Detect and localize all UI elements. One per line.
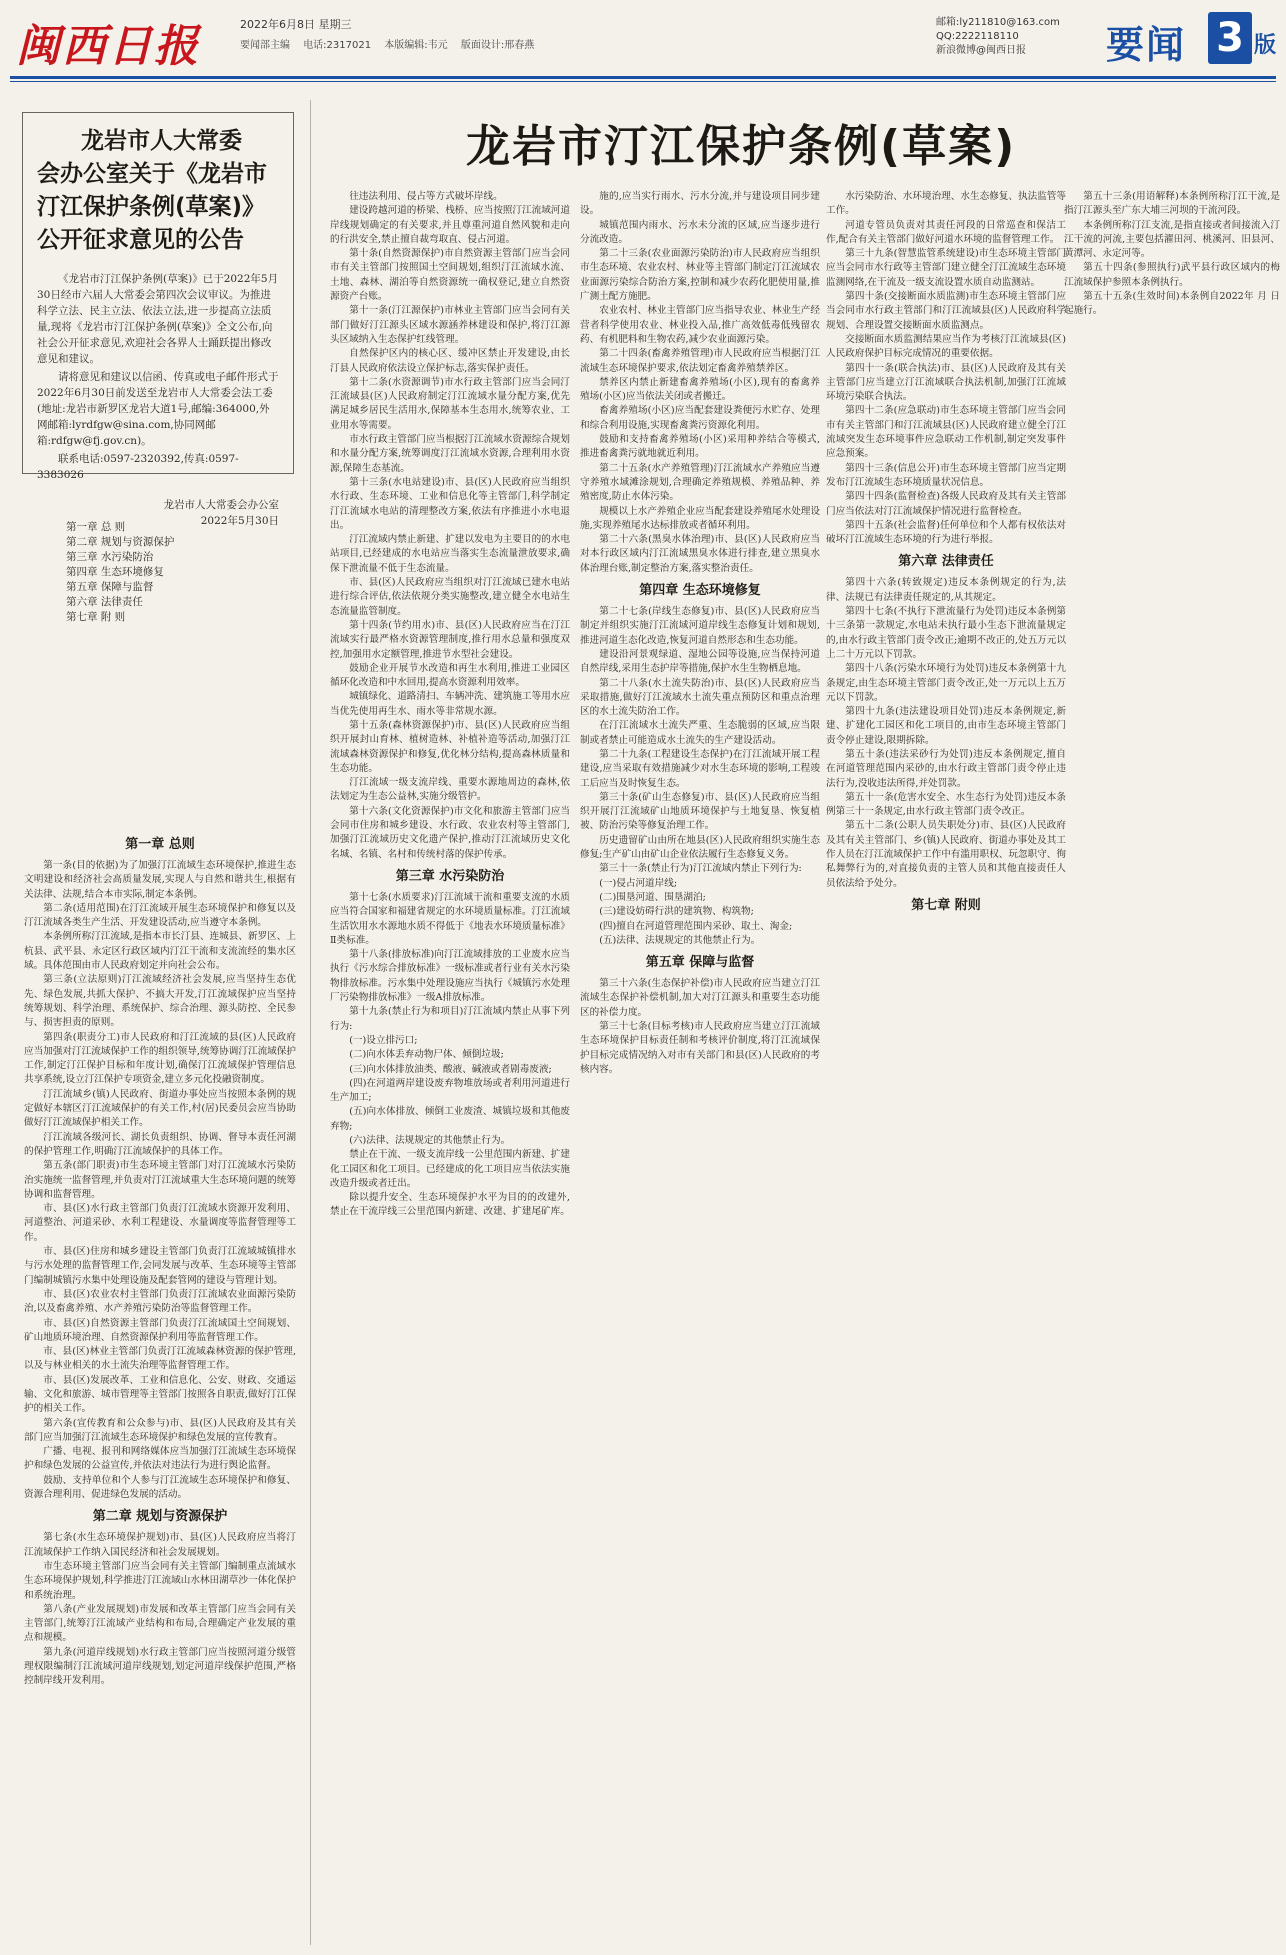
article-paragraph: 本条例所称汀江流域,是指本市长汀县、连城县、新罗区、上杭县、武平县、永定区行政区域内汀江干流和支流流经的集水区域。具体范围由市人民政府划定并向社会公布。 <box>24 931 296 972</box>
article-paragraph: 第二条(适用范围)在汀江流域开展生态环境保护和修复以及汀江流域各类生产生活、开发建设活动,应当遵守本条例。 <box>24 902 296 929</box>
chapter-heading: 第四章 生态环境修复 <box>639 583 761 599</box>
article-paragraph: 市生态环境主管部门应当会同有关主管部门编制重点流域水生态环境保护规划,科学推进汀江流域山水林田湖草沙一体化保护和系统治理。 <box>24 1560 296 1601</box>
page-unit: 版 <box>1254 33 1277 58</box>
article-paragraph: 汀江流域乡(镇)人民政府、街道办事处应当按照本条例的规定做好本辖区汀江流域保护的有关工作,村(居)民委员会应当协助做好汀江流域保护相关工作。 <box>24 1088 296 1129</box>
contact-weibo: 新浪微博@闽西日报 <box>936 45 1026 56</box>
chapter-heading: 第五章 保障与监督 <box>645 955 755 971</box>
article-paragraph: 第六条(宣传教育和公众参与)市、县(区)人民政府及其有关部门应当加强汀江流域生态环境保护和绿色发展的宣传教育。 <box>24 1417 296 1443</box>
article-paragraph: 交接断面水质监测结果应当作为考核汀江流域县(区)人民政府保护目标完成情况的重要依据。 <box>826 333 1066 360</box>
article-paragraph: 第四十八条(污染水环境行为处罚)违反本条例第十九条规定,由生态环境主管部门责令改正,处一万元以上五万元以下罚款。 <box>826 663 1066 703</box>
article-title: 龙岩市汀江保护条例(草案) <box>466 121 1017 172</box>
article-paragraph: 市、县(区)水行政主管部门负责汀江流域水资源开发利用、河道整治、河道采砂、水利工程建设、水量调度等监督管理等工作。 <box>24 1203 296 1243</box>
article-paragraph: 第十四条(节约用水)市、县(区)人民政府应当在汀江流域实行最严格水资源管理制度,推行用水总量和强度双控,加强用水定额管理,推进节水型社会建设。 <box>330 619 570 660</box>
article-paragraph: 本条例所称汀江支流,是指直接或者间接流入汀江干流的河流,主要包括濯田河、桃溪河、旧县河、黄潭河、永定河等。 <box>1064 219 1280 260</box>
article-paragraph: 第三十条(矿山生态修复)市、县(区)人民政府应当组织开展汀江流域矿山地质环境保护与土地复垦、恢复植被、防治污染等修复治理工作。 <box>580 791 820 832</box>
announcement-paragraph-2: 请将意见和建议以信函、传真或电子邮件形式于2022年6月30日前发送至龙岩市人大常委会法工委(地址:龙岩市新罗区龙岩大道1号,邮编:364000,外网邮箱:lyrdfgw@sina.com,协同网邮箱:rdfgw@fj.gov.cn)。 <box>37 371 279 447</box>
article-paragraph: 第三十九条(智慧监管系统建设)市生态环境主管部门应当会同市水行政等主管部门建立健全汀江流域生态环境监测网络,在干流及一级支流设置水质自动监测站。 <box>826 248 1066 288</box>
article-paragraph: 第十二条(水资源调节)市水行政主管部门应当会同汀江流域县(区)人民政府制定汀江流域水量分配方案,优先满足城乡居民生活用水,保障基本生态用水,统筹农业、工业用水等需要。 <box>330 376 570 431</box>
article-paragraph: 第五十一条(危害水安全、水生态行为处罚)违反本条例第三十一条规定,由水行政主管部门责令改正。 <box>826 791 1066 818</box>
article-paragraph: 汀江流域各级河长、湖长负责组织、协调、督导本责任河湖的保护管理工作,明确汀江流域保护的具体工作。 <box>24 1131 296 1157</box>
chapter-heading: 第七章 附则 <box>911 897 981 913</box>
article-paragraph: 第十七条(水质要求)汀江流域干流和重要支流的水质应当符合国家和福建省规定的水环境质量标准。汀江流域生活饮用水水源地水质不得低于《地表水环境质量标准》Ⅱ类标准。 <box>330 891 570 946</box>
article-paragraph: 除以提升安全、生态环境保护水平为目的的改建外,禁止在干流岸线三公里范围内新建、改建、扩建尾矿库。 <box>330 1192 570 1218</box>
article-paragraph: 第四十条(交接断面水质监测)市生态环境主管部门应当会同市水行政主管部门和汀江流域县(区)人民政府科学规划、合理设置交接断面水质监测点。 <box>826 291 1066 331</box>
article-paragraph: 第五条(部门职责)市生态环境主管部门对汀江流域水污染防治实施统一监督管理,并负责对汀江流域重大生态环境问题的统筹协调和监督管理。 <box>24 1160 296 1200</box>
announcement-title-line4: 公开征求意见的公告 <box>37 227 244 253</box>
text-column-3 <box>580 190 820 1945</box>
article-paragraph: 第二十八条(水土流失防治)市、县(区)人民政府应当采取措施,做好汀江流域水土流失重点预防区和重点治理区的水土流失防治工作。 <box>580 677 820 718</box>
announcement-title-line2: 会办公室关于《龙岩市 <box>37 161 267 187</box>
article-paragraph: 市水行政主管部门应当根据汀江流域水资源综合规划和水量分配方案,统筹调度汀江流域水资源,合理利用水资源,保障生态基流。 <box>330 434 570 474</box>
text-column-1 <box>24 830 296 1945</box>
article-paragraph: 第四十九条(违法建设项目处罚)违反本条例规定,新建、扩建化工园区和化工项目的,由市生态环境主管部门责令停止建设,限期拆除。 <box>826 706 1066 746</box>
toc-item: 第三章 水污染防治 <box>66 551 154 563</box>
article-paragraph: 农业农村、林业主管部门应当指导农业、林业生产经营者科学使用农业、林业投入品,推广高效低毒低残留农药、有机肥料和生物农药,减少农业面源污染。 <box>580 305 820 345</box>
article-paragraph: 市、县(区)人民政府应当组织对汀江流域已建水电站进行综合评估,依法依规分类实施整改,建立健全水电站生态流量监管制度。 <box>330 577 570 617</box>
article-paragraph: 第十九条(禁止行为和项目)汀江流域内禁止从事下列行为: <box>330 1006 570 1032</box>
article-paragraph: (二)围垦河道、围垦湖泊; <box>599 891 706 903</box>
article-paragraph: 第九条(河道岸线规划)水行政主管部门应当按照河道分级管理权限编制汀江流域河道岸线规划,划定河道岸线保护范围,严格控制岸线开发利用。 <box>24 1646 296 1687</box>
contact-info <box>936 16 1060 58</box>
article-paragraph: 城镇绿化、道路清扫、车辆冲洗、建筑施工等用水应当优先使用再生水、雨水等非常规水源。 <box>330 691 570 717</box>
article-paragraph: 禁养区内禁止新建畜禽养殖场(小区),现有的畜禽养殖场(小区)应当依法关闭或者搬迁。 <box>580 376 820 403</box>
article-paragraph: 市、县(区)发展改革、工业和信息化、公安、财政、交通运输、文化和旅游、城市管理等主管部门按照各自职责,做好汀江保护的相关工作。 <box>24 1374 296 1415</box>
contact-qq: QQ:2222118110 <box>936 31 1019 42</box>
article-paragraph: 第十六条(文化资源保护)市文化和旅游主管部门应当会同市住房和城乡建设、水行政、农业农村等主管部门,加强汀江流域历史文化遗产保护,推动汀江流域历史文化名城、名镇、名村和传统村落的保护传承。 <box>330 805 570 860</box>
article-paragraph: 施的,应当实行雨水、污水分流,并与建设项目同步建设。 <box>580 191 820 217</box>
text-column-5 <box>1064 190 1280 1945</box>
toc-item: 第二章 规划与资源保护 <box>66 536 175 548</box>
article-paragraph: 第三十一条(禁止行为)汀江流域内禁止下列行为: <box>599 863 802 875</box>
text-column-4 <box>826 190 1066 1945</box>
article-paragraph: 第三十六条(生态保护补偿)市人民政府应当建立汀江流域生态保护补偿机制,加大对汀江源头和重要生态功能区的补偿力度。 <box>580 978 820 1018</box>
article-paragraph: 市、县(区)自然资源主管部门负责汀江流域国土空间规划、矿山地质环境治理、自然资源保护利用等监督管理工作。 <box>24 1317 296 1343</box>
article-paragraph: (六)法律、法规规定的其他禁止行为。 <box>349 1135 511 1146</box>
announcement-date: 2022年5月30日 <box>200 515 279 527</box>
article-paragraph: 自然保护区内的核心区、缓冲区禁止开发建设,由长汀县人民政府依法设立保护标志,落实保护责任。 <box>330 348 570 374</box>
article-paragraph: 第二十六条(黑臭水体治理)市、县(区)人民政府应当对本行政区域内汀江流域黑臭水体进行排查,建立黑臭水体治理台账,制定整治方案,落实整治责任。 <box>580 534 820 574</box>
article-paragraph: 鼓励和支持畜禽养殖场(小区)采用种养结合等模式,推进畜禽粪污就地就近利用。 <box>580 434 820 460</box>
article-paragraph: 第四十一条(联合执法)市、县(区)人民政府及其有关主管部门应当建立汀江流域联合执法机制,加强汀江流域环境污染联合执法。 <box>826 362 1066 403</box>
article-paragraph: 第四十二条(应急联动)市生态环境主管部门应当会同市有关主管部门和汀江流域县(区)人民政府建立健全汀江流域突发生态环境事件应急联动工作机制,制定突发事件应急预案。 <box>826 405 1066 460</box>
chapter-heading: 第二章 规划与资源保护 <box>92 1509 228 1525</box>
article-paragraph: 第二十四条(畜禽养殖管理)市人民政府应当根据汀江流域生态环境保护要求,依法划定畜禽养殖禁养区。 <box>580 348 820 374</box>
article-paragraph: (三)向水体排放油类、酸液、碱液或者剧毒废液; <box>349 1063 552 1075</box>
article-paragraph: 汀江流域一级支流岸线、重要水源地周边的森林,依法划定为生态公益林,实施分级管护。 <box>330 777 570 803</box>
article-paragraph: 水污染防治、水环境治理、水生态修复、执法监管等工作。 <box>826 191 1066 217</box>
article-paragraph: (二)向水体丢弃动物尸体、倾倒垃圾; <box>349 1049 504 1061</box>
staff-editor-dept: 要闻部主编 <box>240 40 290 51</box>
article-paragraph: 第三条(立法原则)汀江流域经济社会发展,应当坚持生态优先、绿色发展,共抓大保护、不搞大开发,汀江流域保护应当坚持统筹规划、科学治理、系统保护、综合治理、源头防控、全民参与、损害担责的原则。 <box>24 974 296 1029</box>
article-paragraph: 第五十三条(用语解释)本条例所称汀江干流,是指汀江源头至广东大埔三河坝的干流河段。 <box>1064 191 1280 217</box>
toc-item: 第七章 附 则 <box>66 611 126 623</box>
chapter-heading: 第六章 法律责任 <box>898 554 994 570</box>
announcement-signer: 龙岩市人大常委会办公室 <box>163 499 279 511</box>
article-paragraph: 第八条(产业发展规划)市发展和改革主管部门应当会同有关主管部门,统筹汀江流域产业结构和布局,合理确定产业发展的重点和规模。 <box>24 1603 296 1644</box>
article-paragraph: 第四十三条(信息公开)市生态环境主管部门应当定期发布汀江流域生态环境质量状况信息。 <box>826 462 1066 488</box>
article-paragraph: 市、县(区)林业主管部门负责汀江流域森林资源的保护管理,以及与林业相关的水土流失治理等监督管理工作。 <box>24 1346 296 1372</box>
article-paragraph: 第四十四条(监督检查)各级人民政府及其有关主管部门应当依法对汀江流域保护情况进行监督检查。 <box>826 491 1066 517</box>
article-paragraph: 第七条(水生态环境保护规划)市、县(区)人民政府应当将汀江流域保护工作纳入国民经济和社会发展规划。 <box>24 1532 296 1558</box>
masthead-rule <box>10 76 1276 79</box>
chapter-heading: 第三章 水污染防治 <box>395 868 505 884</box>
article-paragraph: 历史遗留矿山由所在地县(区)人民政府组织实施生态修复;生产矿山由矿山企业依法履行生态修复义务。 <box>580 834 820 861</box>
article-paragraph: 汀江流域内禁止新建、扩建以发电为主要目的的水电站项目,已经建成的水电站应当落实生态流量泄放要求,确保下泄流量不低于生态流量。 <box>330 534 570 574</box>
article-paragraph: 第二十五条(水产养殖管理)汀江流域水产养殖应当遵守养殖水域滩涂规划,合理确定养殖规模、养殖品种、养殖密度,防止水体污染。 <box>580 462 820 503</box>
article-paragraph: 第十三条(水电站建设)市、县(区)人民政府应当组织水行政、生态环境、工业和信息化等主管部门,科学制定汀江流域水电站的清理整改方案,依法有序推进小水电退出。 <box>330 476 570 531</box>
article-paragraph: 市、县(区)农业农村主管部门负责汀江流域农业面源污染防治,以及畜禽养殖、水产养殖污染防治等监督管理工作。 <box>24 1288 296 1315</box>
article-paragraph: 广播、电视、报刊和网络媒体应当加强汀江流域生态环境保护和绿色发展的公益宣传,并依法对违法行为进行舆论监督。 <box>24 1446 296 1472</box>
masthead <box>10 6 1276 74</box>
article-paragraph: 第十五条(森林资源保护)市、县(区)人民政府应当组织开展封山育林、植树造林、补植补造等活动,加强汀江流域森林资源保护和修复,优化林分结构,提高森林质量和生态功能。 <box>330 719 570 774</box>
article-paragraph: (五)向水体排放、倾倒工业废渣、城镇垃圾和其他废弃物; <box>330 1106 570 1132</box>
issue-date: 2022年6月8日 星期三 <box>240 18 352 31</box>
article-paragraph: (五)法律、法规规定的其他禁止行为。 <box>599 934 761 946</box>
masthead-rule-thin <box>10 81 1276 82</box>
contact-email: 邮箱:ly211810@163.com <box>936 17 1060 28</box>
article-paragraph: 第四十五条(社会监督)任何单位和个人都有权依法对破坏汀江流域生态环境的行为进行举报。 <box>826 519 1066 546</box>
staff-phone: 电话:2317021 <box>303 40 372 51</box>
announcement-title-line3: 汀江保护条例(草案)》 <box>37 194 266 220</box>
article-paragraph: 畜禽养殖场(小区)应当配套建设粪便污水贮存、处理和综合利用设施,实现畜禽粪污资源化利用。 <box>580 405 820 431</box>
toc-item: 第五章 保障与监督 <box>66 581 154 593</box>
article-paragraph: 往违法利用、侵占等方式破坏岸线。 <box>349 191 503 202</box>
article-paragraph: 第一条(目的依据)为了加强汀江流域生态环境保护,推进生态文明建设和经济社会高质量发展,实现人与自然和谐共生,根据有关法律、法规,结合本市实际,制定本条例。 <box>24 860 296 900</box>
article-paragraph: 鼓励、支持单位和个人参与汀江流域生态环境保护和修复、资源合理利用、促进绿色发展的活动。 <box>24 1474 296 1501</box>
article-paragraph: 第十条(自然资源保护)市自然资源主管部门应当会同市有关主管部门按照国土空间规划,组织汀江流域水流、土地、森林、湖泊等自然资源统一确权登记,建立自然资源资产台账。 <box>330 248 570 303</box>
article-paragraph: 第二十三条(农业面源污染防治)市人民政府应当组织市生态环境、农业农村、林业等主管部门制定汀江流域农业面源污染综合防治方案,控制和减少农药化肥使用量,推广测土配方施肥。 <box>580 248 820 303</box>
announcement-paragraph-1: 《龙岩市汀江保护条例(草案)》已于2022年5月30日经市六届人大常委会第四次会议审议。为推进科学立法、民主立法、依法立法,进一步提高立法质量,现将《龙岩市汀江保护条例(草案)》全文公布,向社会公开征求意见,欢迎社会各界人士踊跃提出修改意见和建议。 <box>37 273 279 365</box>
table-of-contents <box>66 520 266 625</box>
article-paragraph: 第五十四条(参照执行)武平县行政区域内的梅江流域保护参照本条例执行。 <box>1064 262 1280 288</box>
article-paragraph: 第四十六条(转致规定)违反本条例规定的行为,法律、法规已有法律责任规定的,从其规定。 <box>826 577 1066 603</box>
page-number-badge: 3 <box>1208 12 1252 64</box>
article-paragraph: 第二十七条(岸线生态修复)市、县(区)人民政府应当制定并组织实施汀江流域河道岸线生态修复计划和规划,推进河道生态化改造,恢复河道自然形态和生态功能。 <box>580 606 820 646</box>
article-paragraph: 第四条(职责分工)市人民政府和汀江流域的县(区)人民政府应当加强对汀江流域保护工作的组织领导,统筹协调汀江流域保护工作,制定汀江保护目标和年度计划,确保汀江流域保护管理信息共享系统,设立汀江保护专项资金,建立多元化投融资制度。 <box>24 1031 296 1086</box>
article-paragraph: 第三十七条(目标考核)市人民政府应当建立汀江流域生态环境保护目标责任制和考核评价制度,将汀江流域保护目标完成情况纳入对市有关部门和县(区)人民政府的考核内容。 <box>580 1021 820 1075</box>
toc-item: 第四章 生态环境修复 <box>66 566 164 578</box>
chapter-heading: 第一章 总则 <box>125 837 195 852</box>
article-paragraph: 第五十五条(生效时间)本条例自2022年 月 日起施行。 <box>1064 291 1280 317</box>
article-paragraph: (四)在河道两岸建设废弃物堆放场或者利用河道进行生产加工; <box>330 1077 570 1104</box>
article-paragraph: 第五十条(违法采砂行为处罚)违反本条例规定,擅自在河道管理范围内采砂的,由水行政主管部门责令停止违法行为,没收违法所得,并处罚款。 <box>826 748 1066 789</box>
toc-item: 第一章 总 则 <box>66 521 126 533</box>
column-divider <box>310 100 311 1945</box>
section-name: 要闻 <box>1106 23 1187 67</box>
article-paragraph: 规模以上水产养殖企业应当配套建设养殖尾水处理设施,实现养殖尾水达标排放或者循环利用。 <box>580 505 820 531</box>
toc-item: 第六章 法律责任 <box>66 596 143 608</box>
article-paragraph: (三)建设妨碍行洪的建筑物、构筑物; <box>599 906 754 918</box>
article-paragraph: 在汀江流域水土流失严重、生态脆弱的区域,应当限制或者禁止可能造成水土流失的生产建设活动。 <box>580 720 820 746</box>
article-paragraph: 城镇范围内雨水、污水未分流的区域,应当逐步进行分流改造。 <box>580 219 820 245</box>
article-paragraph: 市、县(区)住房和城乡建设主管部门负责汀江流域城镇排水与污水处理的监督管理工作,会同发展与改革、生态环境等主管部门编制城镇污水集中处理设施及配套管网的建设与管理计划。 <box>24 1246 296 1286</box>
announcement-title-line1: 龙岩市人大常委 <box>81 128 242 154</box>
article-paragraph: 建设沿河景观绿道、湿地公园等设施,应当保持河道自然岸线,采用生态护岸等措施,保护水生生物栖息地。 <box>580 648 820 675</box>
article-paragraph: (四)擅自在河道管理范围内采砂、取土、淘金; <box>599 920 793 932</box>
staff-designer: 版面设计:邢春燕 <box>460 40 535 51</box>
article-paragraph: 第二十九条(工程建设生态保护)在汀江流域开展工程建设,应当采取有效措施减少对水生态环境的影响,工程竣工后应当及时恢复生态。 <box>580 748 820 789</box>
article-paragraph: (一)侵占河道岸线; <box>599 877 678 889</box>
article-paragraph: 河道专管员负责对其责任河段的日常巡查和保洁工作,配合有关主管部门做好河道水环境的监督管理工作。 <box>826 219 1066 245</box>
article-paragraph: 第十八条(排放标准)向汀江流域排放的工业废水应当执行《污水综合排放标准》一级标准或者行业有关水污染物排放标准。污水集中处理设施应当执行《城镇污水处理厂污染物排放标准》一级A排放标准。 <box>330 949 570 1004</box>
staff-editor: 本版编辑:韦元 <box>384 40 448 51</box>
staff-line <box>240 36 544 51</box>
article-paragraph: 第四十七条(不执行下泄流量行为处罚)违反本条例第十三条第一款规定,水电站未执行最小生态下泄流量规定的,由水行政主管部门责令改正;逾期不改正的,处五万元以上二十万元以下罚款。 <box>826 606 1066 660</box>
article-paragraph: 第十一条(汀江源保护)市林业主管部门应当会同有关部门做好汀江源头区域水源涵养林建设和保护,将汀江源头区域纳入生态保护红线管理。 <box>330 305 570 345</box>
text-column-2 <box>330 190 570 1945</box>
article-paragraph: 建设跨越河道的桥梁、栈桥、应当按照汀江流域河道岸线规划确定的有关要求,并且尊重河道自然风貌和走向的行洪安全,禁止擅自裁弯取直、侵占河道。 <box>330 205 570 245</box>
article-paragraph: 第五十二条(公职人员失职处分)市、县(区)人民政府及其有关主管部门、乡(镇)人民政府、街道办事处及其工作人员在汀江流域保护工作中有滥用职权、玩忽职守、徇私舞弊行为的,对直接负责的主管人员和其他直接责任人员依法给予处分。 <box>826 820 1066 889</box>
article-paragraph: 禁止在干流、一级支流岸线一公里范围内新建、扩建化工园区和化工项目。已经建成的化工项目应当依法实施改造升级或者迁出。 <box>330 1149 570 1189</box>
announcement-paragraph-3: 联系电话:0597-2320392,传真:0597-3383026 <box>37 453 239 481</box>
newspaper-logo: 闽西日报 <box>16 21 200 72</box>
article-paragraph: 鼓励企业开展节水改造和再生水利用,推进工业园区循环化改造和中水回用,提高水资源利用效率。 <box>330 662 570 689</box>
article-paragraph: (一)设立排污口; <box>349 1034 418 1046</box>
